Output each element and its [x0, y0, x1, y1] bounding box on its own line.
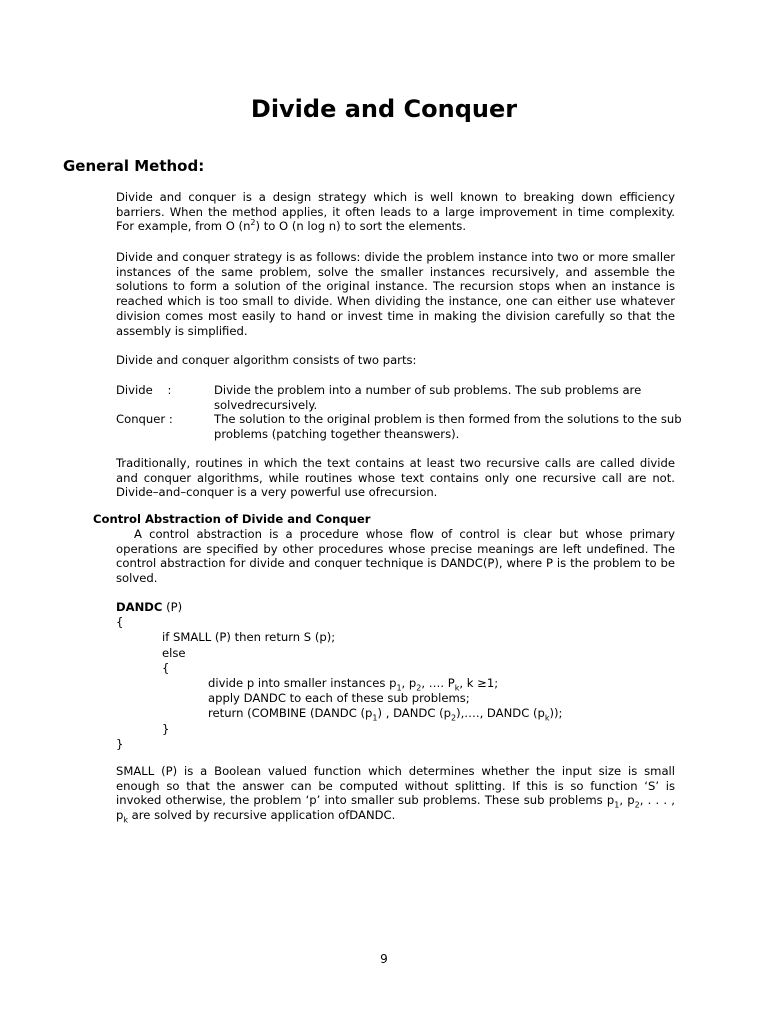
para5-text: A control abstraction is a procedure whose flow of control is clear but whose primary operations are specified by other procedures whose precise meanings are left undefined. The control abstraction for divide and conquer technique is DANDC(P), where P is the problem to be solved.	[116, 527, 675, 586]
code-param: (P)	[162, 600, 183, 614]
part-term: Divide :	[116, 383, 172, 397]
subscript: 2	[416, 683, 422, 693]
part-divide	[116, 383, 686, 412]
subheading-control-abstraction: Control Abstraction of Divide and Conquer	[93, 512, 371, 526]
subscript: k	[454, 683, 460, 693]
paragraph-intro	[116, 190, 675, 234]
code-brace: {	[162, 660, 170, 675]
subscript: 1	[614, 800, 620, 810]
code-line: if SMALL (P) then return S (p);	[162, 630, 336, 645]
subscript: k	[123, 815, 128, 825]
code-brace: }	[162, 721, 170, 736]
code-name: DANDC	[116, 600, 163, 614]
para6-text: are solved by recursive application ofDANDC.	[128, 808, 396, 823]
para6-text: , p	[619, 793, 635, 808]
paragraph-control-abstraction	[116, 527, 675, 586]
paragraph-traditionally	[116, 456, 675, 500]
subscript: k	[544, 713, 550, 723]
code-text: ),…., DANDC (p	[456, 706, 545, 721]
code-text: divide p into smaller instances p	[208, 676, 397, 691]
code-line: else	[162, 645, 186, 660]
paragraph-small	[116, 764, 675, 823]
paragraph-strategy	[116, 250, 675, 338]
code-text: return (COMBINE (DANDC (p	[208, 706, 373, 721]
part-definition: The solution to the original problem is then formed from the solutions to the sub problems (patching together theanswers).	[214, 412, 682, 442]
code-brace: {	[116, 615, 124, 630]
code-text: , p	[401, 676, 417, 691]
code-text: ));	[549, 706, 563, 721]
section-heading: General Method:	[63, 157, 205, 175]
para2-text: Divide and conquer strategy is as follows: divide the problem instance into two or more smaller instances of the same problem, solve the smaller instances recursively, and assemble the solutions to form a solution of the original instance. The recursion stops when an instance is reached which is too small to divide. When dividing the instance, one can either use whatever division comes most easily to hand or invest time in making the division carefully so that the assembly is simplified.	[116, 250, 675, 338]
part-definition: Divide the problem into a number of sub problems. The sub problems are solvedrecursively.	[214, 383, 642, 412]
subscript: 2	[634, 800, 640, 810]
paragraph-parts-intro	[116, 353, 675, 368]
page-number: 9	[380, 952, 388, 966]
para1-text: Divide and conquer is a design strategy which is well known to breaking down efficiency barriers. When the method applies, it often leads to a large improvement in time complexity. For example, from O (n	[116, 190, 675, 234]
code-brace: }	[116, 736, 124, 751]
code-line	[116, 706, 562, 721]
subscript: 1	[372, 713, 378, 723]
para3-text: Divide and conquer algorithm consists of two parts:	[116, 353, 417, 367]
para6-text: , . . . , p	[116, 793, 675, 823]
code-text: , …. P	[421, 676, 455, 691]
para6-text: SMALL (P) is a Boolean valued function which determines whether the input size is small enough so that the answer can be computed without splitting. If this is so function ‘S’ is invoked otherwise, the problem ‘p’ into smaller sub problems. These sub problems p	[116, 764, 675, 808]
code-text: ) , DANDC (p	[377, 706, 451, 721]
subscript: 1	[396, 683, 402, 693]
para1-tail: ) to O (n log n) to sort the elements.	[255, 219, 467, 234]
part-conquer	[116, 412, 686, 441]
code-text: , k ≥1;	[459, 676, 499, 691]
code-line: apply DANDC to each of these sub problems;	[208, 691, 470, 706]
superscript: 2	[250, 218, 256, 228]
code-line	[116, 676, 562, 691]
page-title: Divide and Conquer	[250, 95, 518, 123]
para4-text: Traditionally, routines in which the text contains at least two recursive calls are called divide and conquer algorithms, while routines whose text contains only one recursive call are not. Divide–and–conquer is a very powerful use ofrecursion.	[116, 456, 675, 500]
subscript: 2	[450, 713, 457, 723]
part-term: Conquer :	[116, 412, 173, 427]
parts-list	[116, 383, 686, 442]
code-header	[116, 600, 562, 615]
pseudocode-block	[116, 600, 562, 752]
